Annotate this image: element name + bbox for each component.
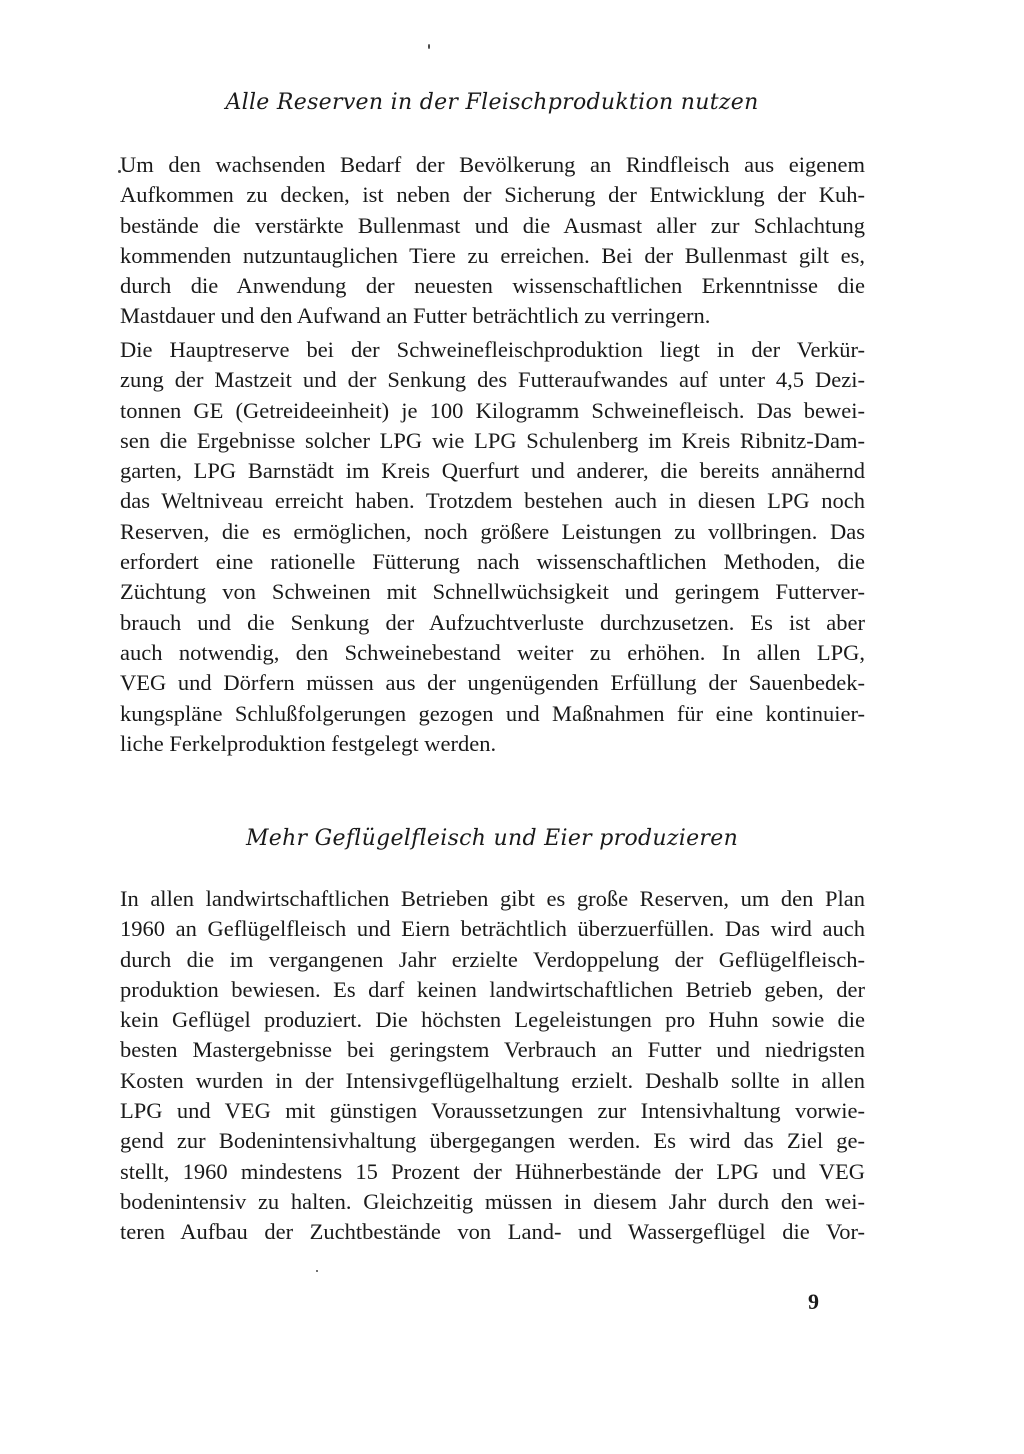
text-line: teren Aufbau der Zuchtbestände von Land- und Wassergeflügel die Vor- bbox=[120, 1219, 865, 1245]
print-speck bbox=[428, 44, 430, 49]
text-line: In allen landwirtschaftlichen Betrieben gibt es große Reserven, um den Plan bbox=[120, 886, 865, 911]
text-line: sen die Ergebnisse solcher LPG wie LPG Schulenberg im Kreis Ribnitz-Dam- bbox=[120, 427, 865, 453]
text-line: auch notwendig, den Schweinebestand weiter zu erhöhen. In allen LPG, bbox=[120, 639, 865, 665]
text-line: durch die Anwendung der neuesten wissenschaftlichen Erkenntnisse die bbox=[120, 273, 865, 299]
text-line: Züchtung von Schweinen mit Schnellwüchsigkeit und geringem Futterver- bbox=[120, 579, 865, 605]
text-line: Aufkommen zu decken, ist neben der Sicherung der Entwicklung der Kuh- bbox=[120, 182, 865, 208]
text-line: Reserven, die es ermöglichen, noch größere Leistungen zu vollbringen. Das bbox=[120, 518, 865, 544]
paragraph-schweinefleisch bbox=[120, 335, 865, 759]
text-line: Kosten wurden in der Intensivgeflügelhaltung erzielt. Deshalb sollte in allen bbox=[120, 1067, 865, 1093]
text-line: kungspläne Schlußfolgerungen gezogen und Maßnahmen für eine kontinuier- bbox=[120, 700, 865, 726]
text-line: tonnen GE (Getreideeinheit) je 100 Kilogramm Schweinefleisch. Das bewei- bbox=[120, 397, 865, 423]
text-line: brauch und die Senkung der Aufzuchtverluste durchzusetzen. Es ist aber bbox=[120, 609, 865, 635]
print-speck bbox=[316, 1270, 318, 1272]
text-line: kein Geflügel produziert. Die höchsten Legeleistungen pro Huhn sowie die bbox=[120, 1007, 865, 1033]
text-line: Um den wachsenden Bedarf der Bevölkerung an Rindfleisch aus eigenem bbox=[120, 152, 865, 177]
text-line: gend zur Bodenintensivhaltung übergegangen werden. Es wird das Ziel ge- bbox=[120, 1128, 865, 1154]
text-line: bestände die verstärkte Bullenmast und die Ausmast aller zur Schlachtung bbox=[120, 212, 865, 238]
text-line: Die Hauptreserve bei der Schweinefleischproduktion liegt in der Verkür- bbox=[120, 337, 865, 362]
text-line: das Weltniveau erreicht haben. Trotzdem bestehen auch in diesen LPG noch bbox=[120, 488, 865, 514]
text-line: besten Mastergebnisse bei geringstem Verbrauch an Futter und niedrigsten bbox=[120, 1037, 865, 1063]
text-line: zung der Mastzeit und der Senkung des Futteraufwandes auf unter 4,5 Dezi- bbox=[120, 367, 865, 393]
text-line: liche Ferkelproduktion festgelegt werden. bbox=[120, 730, 497, 756]
text-line: Mastdauer und den Aufwand an Futter beträchtlich zu verringern. bbox=[120, 303, 711, 329]
text-line: LPG und VEG mit günstigen Voraussetzungen zur Intensivhaltung vorwie- bbox=[120, 1098, 865, 1124]
text-line: durch die im vergangenen Jahr erzielte Verdoppelung der Geflügelfleisch- bbox=[120, 946, 865, 972]
section-heading-gefluegel: Mehr Geflügelfleisch und Eier produzieren bbox=[245, 826, 739, 851]
text-line: VEG und Dörfern müssen aus der ungenügenden Erfüllung der Sauenbedek- bbox=[120, 670, 865, 696]
text-line: erfordert eine rationelle Fütterung nach wissenschaftlichen Methoden, die bbox=[120, 549, 865, 575]
text-line: kommenden nutzuntauglichen Tiere zu erreichen. Bei der Bullenmast gilt es, bbox=[120, 242, 865, 268]
paragraph-rindfleisch bbox=[120, 150, 865, 332]
paragraph-gefluegel bbox=[120, 884, 865, 1248]
text-line: stellt, 1960 mindestens 15 Prozent der Hühnerbestände der LPG und VEG bbox=[120, 1158, 865, 1184]
text-line: bodenintensiv zu halten. Gleichzeitig müssen in diesem Jahr durch den wei- bbox=[120, 1188, 865, 1214]
page-number: 9 bbox=[808, 1289, 819, 1314]
text-line: garten, LPG Barnstädt im Kreis Querfurt und anderer, die bereits annähernd bbox=[120, 458, 865, 484]
text-line: 1960 an Geflügelfleisch und Eiern beträchtlich überzuerfüllen. Das wird auch bbox=[120, 916, 865, 942]
text-line: produktion bewiesen. Es darf keinen landwirtschaftlichen Betrieb geben, der bbox=[120, 976, 865, 1002]
section-heading-fleischproduktion: Alle Reserven in der Fleischproduktion nutzen bbox=[225, 90, 759, 115]
